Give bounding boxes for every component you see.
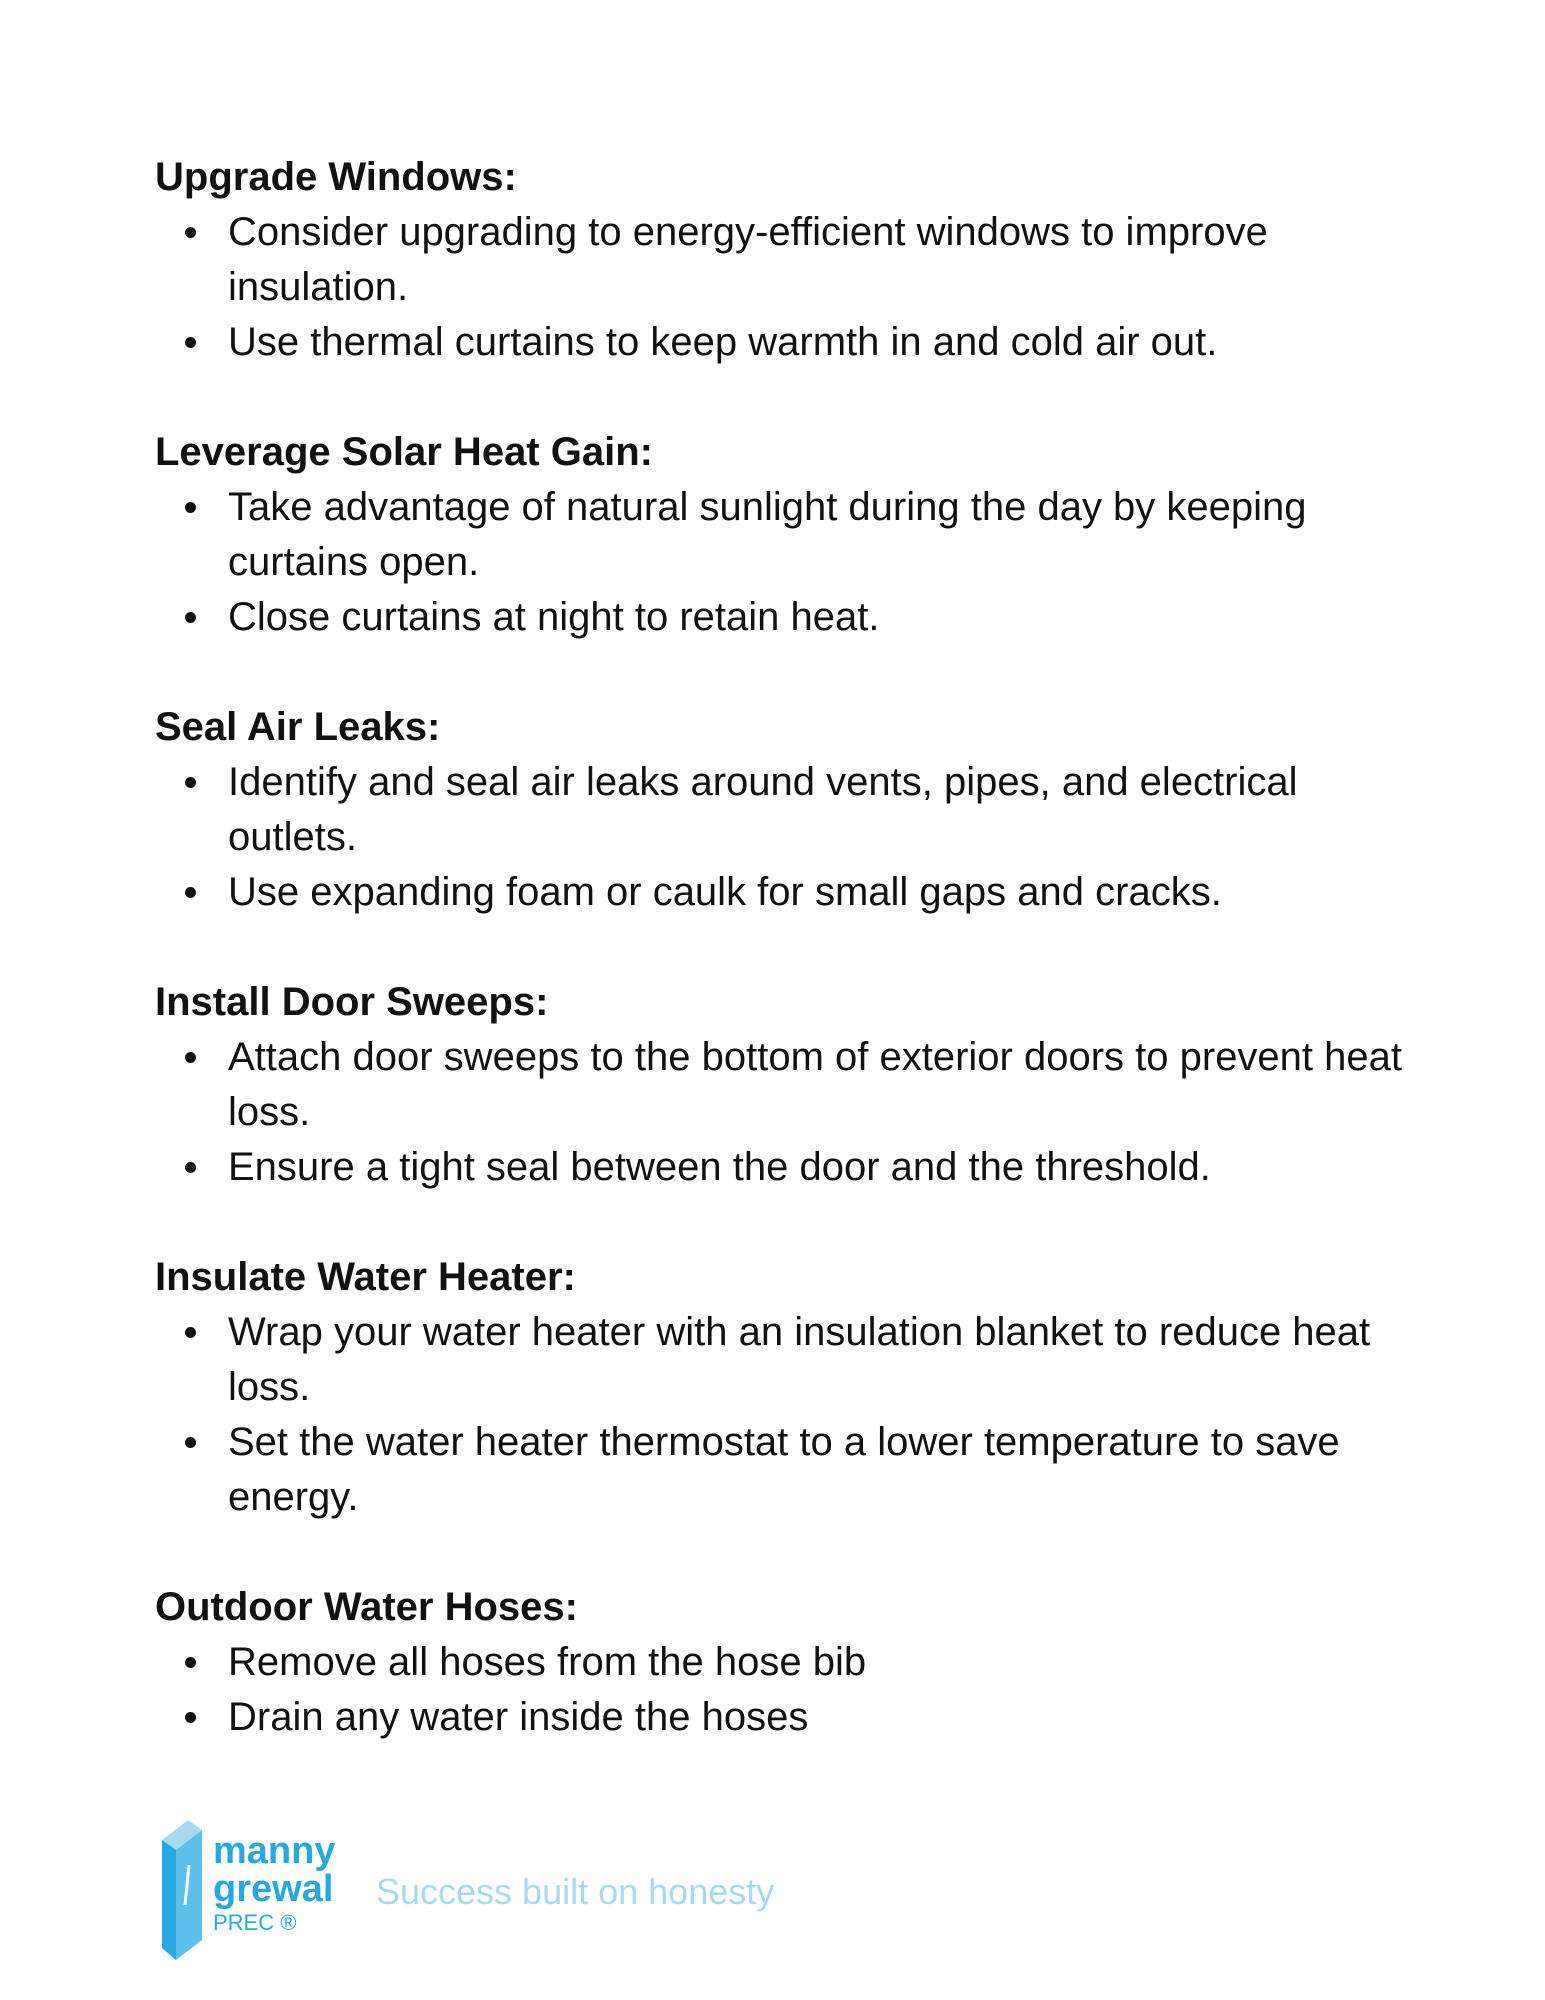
list-item	[155, 755, 1405, 865]
bullet-icon	[185, 1162, 196, 1173]
list-item	[155, 1030, 1405, 1140]
bullet-icon	[185, 887, 196, 898]
list-item	[155, 315, 1405, 370]
list-item	[155, 1635, 1405, 1690]
bullet-icon	[185, 612, 196, 623]
bullet-icon	[185, 1712, 196, 1723]
list-item-text: Set the water heater thermostat to a lower temperature to save energy.	[228, 1420, 1340, 1519]
bullet-icon	[185, 1052, 196, 1063]
section-heading: Leverage Solar Heat Gain:	[155, 430, 653, 474]
bullet-icon	[185, 1437, 196, 1448]
bullet-icon	[185, 777, 196, 788]
list-item-text: Drain any water inside the hoses	[228, 1695, 809, 1739]
list-item	[155, 865, 1405, 920]
list-item	[155, 1415, 1405, 1525]
logo-line-1: manny	[213, 1830, 336, 1872]
list-item	[155, 1305, 1405, 1415]
section-heading: Insulate Water Heater:	[155, 1255, 576, 1299]
logo-icon	[158, 1820, 206, 1960]
bullet-icon	[185, 337, 196, 348]
section-heading: Upgrade Windows:	[155, 155, 517, 199]
tagline: Success built on honesty	[376, 1871, 775, 1912]
list-item-text: Consider upgrading to energy-efficient windows to improve insulation.	[228, 210, 1268, 309]
section-heading: Install Door Sweeps:	[155, 980, 549, 1024]
logo-line-3: PREC ®	[213, 1910, 297, 1935]
list-item-text: Use thermal curtains to keep warmth in and cold air out.	[228, 320, 1218, 364]
section-heading: Seal Air Leaks:	[155, 705, 441, 749]
list-item-text: Take advantage of natural sunlight during the day by keeping curtains open.	[228, 485, 1307, 584]
section-upgrade-windows	[155, 150, 1405, 370]
bullet-icon	[185, 1657, 196, 1668]
bullet-list	[155, 1030, 1405, 1195]
bullet-list	[155, 755, 1405, 920]
section-water-heater	[155, 1250, 1405, 1525]
bullet-list	[155, 1635, 1405, 1745]
list-item	[155, 1140, 1405, 1195]
list-item-text: Remove all hoses from the hose bib	[228, 1640, 867, 1684]
list-item	[155, 590, 1405, 645]
bullet-list	[155, 480, 1405, 645]
bullet-icon	[185, 1327, 196, 1338]
section-seal-air-leaks	[155, 700, 1405, 920]
list-item-text: Close curtains at night to retain heat.	[228, 595, 880, 639]
list-item	[155, 1690, 1405, 1745]
list-item-text: Ensure a tight seal between the door and the threshold.	[228, 1145, 1211, 1189]
list-item-text: Identify and seal air leaks around vents, pipes, and electrical outlets.	[228, 760, 1298, 859]
bullet-list	[155, 1305, 1405, 1525]
section-heading: Outdoor Water Hoses:	[155, 1585, 578, 1629]
section-outdoor-hoses	[155, 1580, 1405, 1745]
footer	[158, 1820, 1058, 1980]
section-solar-heat-gain	[155, 425, 1405, 645]
list-item-text: Wrap your water heater with an insulation blanket to reduce heat loss.	[228, 1310, 1371, 1409]
list-item-text: Attach door sweeps to the bottom of exterior doors to prevent heat loss.	[228, 1035, 1403, 1134]
list-item	[155, 205, 1405, 315]
document-body	[155, 150, 1405, 1800]
bullet-icon	[185, 227, 196, 238]
list-item	[155, 480, 1405, 590]
bullet-list	[155, 205, 1405, 370]
list-item-text: Use expanding foam or caulk for small gaps and cracks.	[228, 870, 1222, 914]
logo-line-2: grewal	[213, 1868, 334, 1910]
section-door-sweeps	[155, 975, 1405, 1195]
logo-wordmark	[213, 1832, 335, 1938]
bullet-icon	[185, 502, 196, 513]
